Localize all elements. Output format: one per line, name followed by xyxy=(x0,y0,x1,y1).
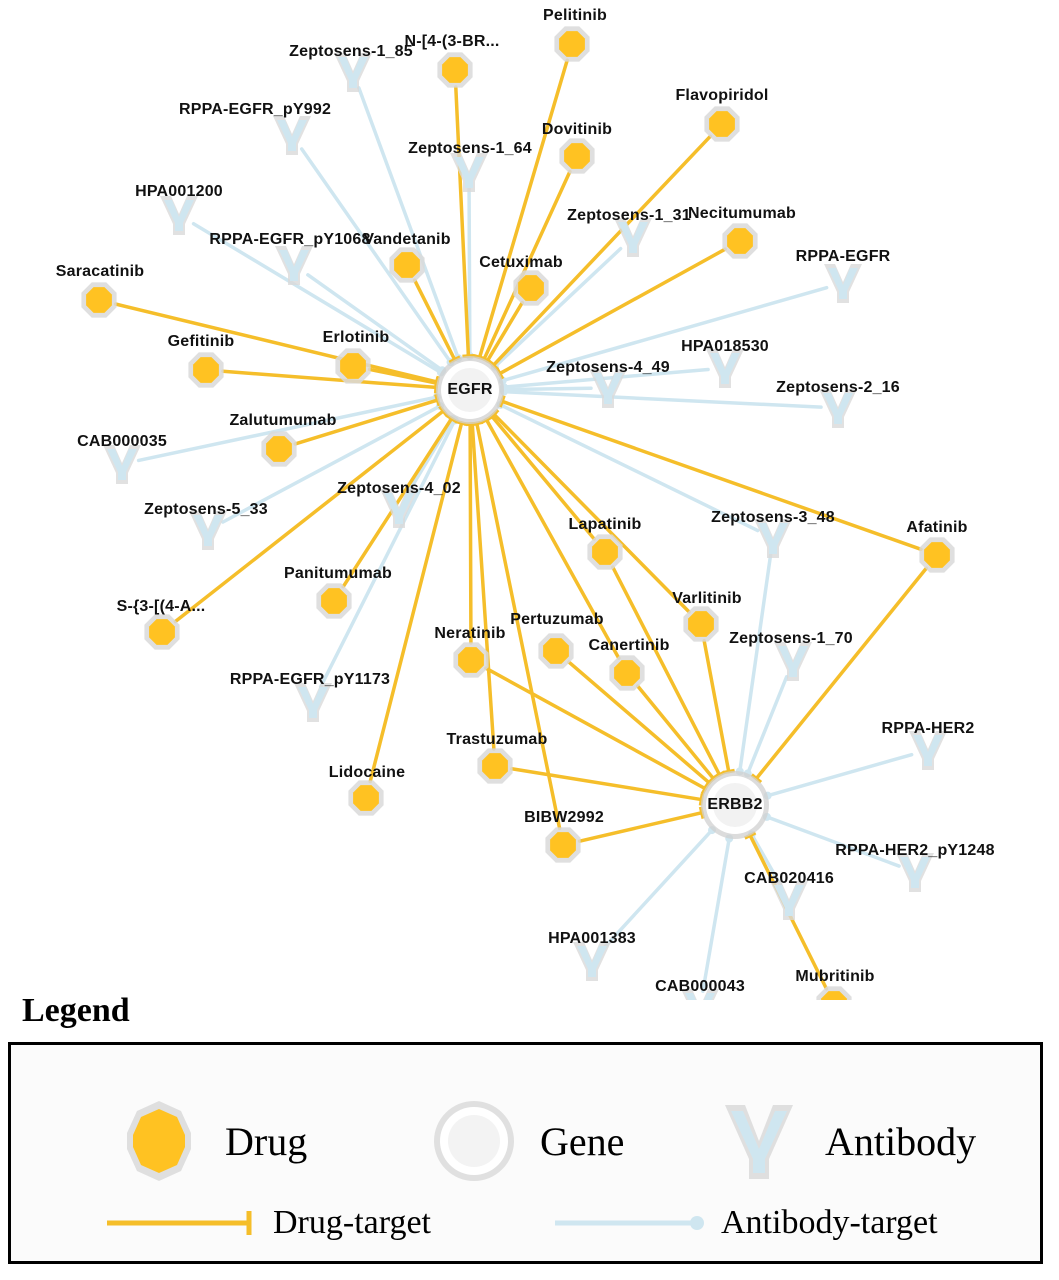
drug-node[interactable] xyxy=(545,827,580,862)
antibody-label: Zeptosens-1_64 xyxy=(408,140,532,157)
drug-node[interactable] xyxy=(919,537,954,572)
drug-label: Flavopiridol xyxy=(675,87,769,104)
drug-node[interactable] xyxy=(538,633,573,668)
gene-label: ERBB2 xyxy=(707,796,763,813)
drug-node[interactable] xyxy=(437,52,472,87)
antibody-label: RPPA-HER2_pY1248 xyxy=(835,842,995,859)
drug-label: Erlotinib xyxy=(322,329,390,346)
drug-label: Canertinib xyxy=(588,637,670,654)
drug-label: Mubritinib xyxy=(795,968,875,985)
edge-drug-target xyxy=(752,568,927,782)
antibody-node[interactable] xyxy=(273,116,311,155)
antibody-label: RPPA-HER2 xyxy=(881,720,975,737)
antibody-label: RPPA-EGFR_pY1068 xyxy=(209,231,371,248)
antibody-label: RPPA-EGFR xyxy=(795,248,891,265)
legend-edge-label-antibody-target: Antibody-target xyxy=(721,1204,938,1241)
drug-node[interactable] xyxy=(188,352,223,387)
drug-icon xyxy=(111,1093,207,1189)
antibody-label: Zeptosens-1_31 xyxy=(567,207,691,224)
edge-antibody-target xyxy=(703,835,733,992)
legend-item-gene xyxy=(426,1093,624,1189)
antibody-label: Zeptosens-1_85 xyxy=(289,43,413,60)
drug-node[interactable] xyxy=(722,223,757,258)
drug-node[interactable] xyxy=(704,106,739,141)
drug-node[interactable] xyxy=(144,614,179,649)
drug-label: Varlitinib xyxy=(672,590,742,607)
legend-box xyxy=(8,1042,1043,1264)
legend-item-antibody xyxy=(711,1093,976,1189)
drug-label: Gefitinib xyxy=(167,333,235,350)
drug-label: BIBW2992 xyxy=(524,809,604,826)
drug-node[interactable] xyxy=(609,655,644,690)
antibody-label: Zeptosens-3_48 xyxy=(711,509,835,526)
drug-node[interactable] xyxy=(513,270,548,305)
drug-label: Panitumumab xyxy=(284,565,392,582)
drug-node[interactable] xyxy=(348,780,383,815)
edge-antibody-target xyxy=(736,555,771,776)
legend-label-antibody: Antibody xyxy=(825,1118,977,1164)
drug-label: Pertuzumab xyxy=(510,611,604,628)
antibody-label: Zeptosens-4_02 xyxy=(337,480,461,497)
antibody-label: Zeptosens-2_16 xyxy=(776,379,900,396)
antibody-label: Zeptosens-5_33 xyxy=(144,501,268,518)
drug-label: Zalutumumab xyxy=(229,412,337,429)
legend-item-drug xyxy=(111,1093,307,1189)
drug-label: Lidocaine xyxy=(328,764,406,781)
gene-label: EGFR xyxy=(447,381,493,398)
drug-node[interactable] xyxy=(559,138,594,173)
drug-node[interactable] xyxy=(554,26,589,61)
drug-node[interactable] xyxy=(683,606,718,641)
drug-label: Necitumumab xyxy=(688,205,796,222)
antibody-node[interactable] xyxy=(275,246,313,285)
antibody-label: Zeptosens-1_70 xyxy=(729,630,853,647)
antibody-node[interactable] xyxy=(450,153,488,192)
antibody-node[interactable] xyxy=(160,196,198,235)
drug-node[interactable] xyxy=(453,642,488,677)
drug-node[interactable] xyxy=(816,986,851,1000)
drug-node[interactable] xyxy=(81,282,116,317)
drug-label: Lapatinib xyxy=(568,516,642,533)
drug-label: Cetuximab xyxy=(479,254,563,271)
drug-target-edge-icon xyxy=(103,1203,263,1243)
antibody-label: Zeptosens-4_49 xyxy=(546,359,670,376)
drug-label: Dovitinib xyxy=(541,121,613,138)
antibody-label: CAB000035 xyxy=(77,433,167,450)
drug-label: Trastuzumab xyxy=(446,731,548,748)
antibody-label: CAB000043 xyxy=(655,978,745,995)
legend-edge-label-drug-target: Drug-target xyxy=(273,1204,431,1241)
antibody-icon xyxy=(711,1093,807,1189)
drug-node[interactable] xyxy=(316,583,351,618)
drug-node[interactable] xyxy=(477,748,512,783)
drug-node[interactable] xyxy=(389,247,424,282)
edge-drug-target xyxy=(638,686,718,782)
drug-label: S-{3-[(4-A... xyxy=(116,598,206,615)
legend-edge-antibody-target xyxy=(551,1203,938,1243)
edge-antibody-target xyxy=(764,755,912,800)
antibody-node[interactable] xyxy=(824,264,862,303)
drug-node[interactable] xyxy=(335,348,370,383)
edge-drug-target xyxy=(456,87,475,356)
antibody-label: CAB020416 xyxy=(744,870,834,887)
antibody-label: RPPA-EGFR_pY1173 xyxy=(229,671,391,688)
legend-label-drug: Drug xyxy=(225,1118,308,1164)
drug-node[interactable] xyxy=(587,534,622,569)
antibody-label: HPA001383 xyxy=(548,930,636,947)
legend-title: Legend xyxy=(22,992,130,1029)
antibody-label: HPA018530 xyxy=(681,338,769,355)
gene-icon xyxy=(426,1093,522,1189)
legend-edge-drug-target xyxy=(103,1203,431,1243)
drug-label: Vandetanib xyxy=(363,231,451,248)
edge-drug-target xyxy=(489,136,710,369)
edge-drug-target xyxy=(490,410,689,612)
drug-label: N-[4-(3-BR... xyxy=(404,33,500,50)
drug-node[interactable] xyxy=(261,431,296,466)
drug-label: Pelitinib xyxy=(542,7,608,24)
antibody-target-edge-icon xyxy=(551,1203,711,1243)
drug-label: Afatinib xyxy=(906,519,968,536)
drug-label: Neratinib xyxy=(434,625,506,642)
legend-label-gene: Gene xyxy=(540,1118,625,1164)
drug-label: Saracatinib xyxy=(55,263,145,280)
antibody-label: HPA001200 xyxy=(135,183,223,200)
antibody-label: RPPA-EGFR_pY992 xyxy=(178,101,332,118)
edge-drug-target xyxy=(512,769,703,806)
